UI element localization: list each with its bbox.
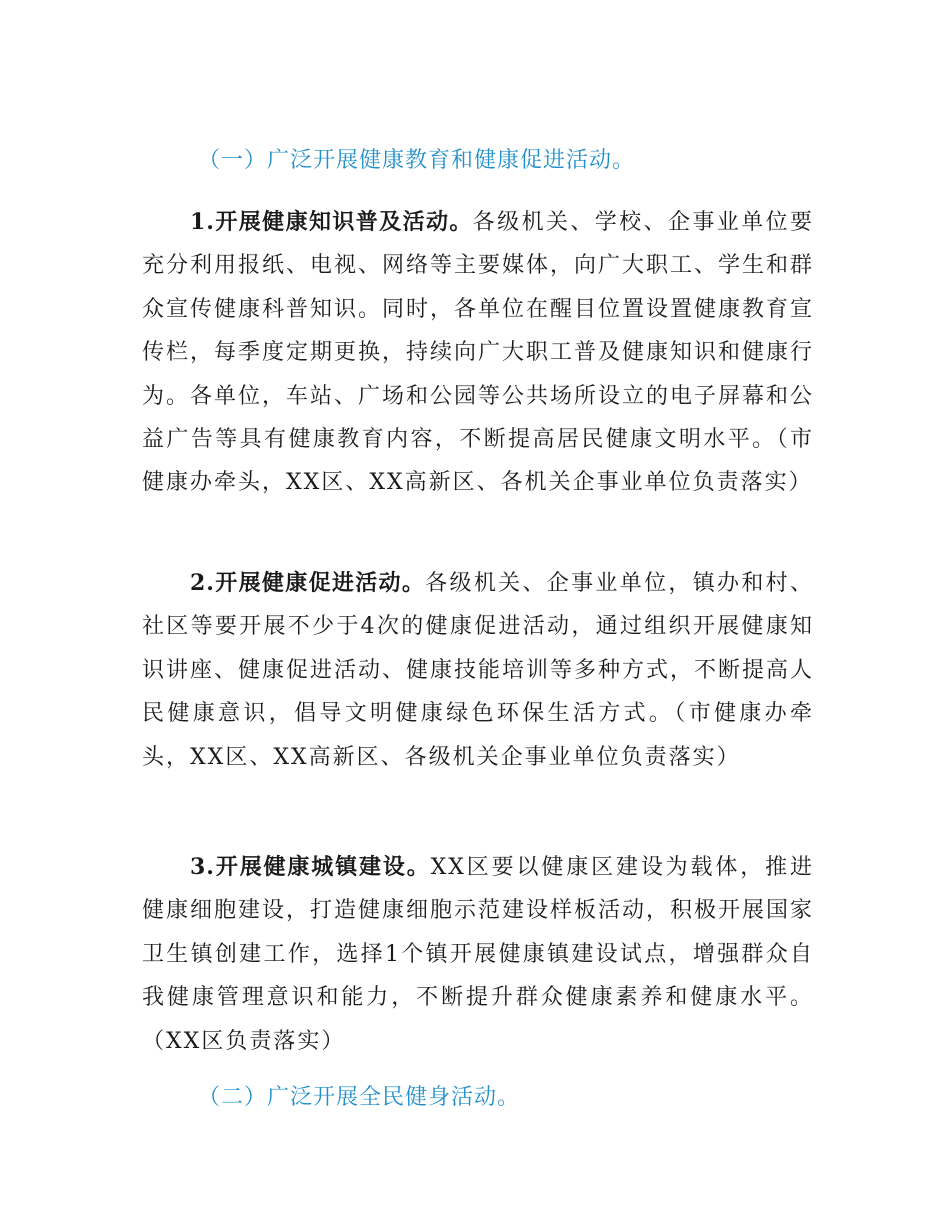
paragraph-1-lead: 1.开展健康知识普及活动。 (190, 209, 473, 235)
paragraph-2 (142, 562, 814, 779)
paragraph-3-body: XX区要以健康区建设为载体，推进健康细胞建设，打造健康细胞示范建设样板活动，积极开展国家卫生镇创建工作，选择1个镇开展健康镇建设试点，增强群众自我健康管理意识和能力，不断提升群众健康素养和健康水平。（XX区负责落实） (142, 855, 815, 1054)
paragraph-1 (142, 201, 814, 505)
section-heading-1: （一）广泛开展健康教育和健康促进活动。 (198, 148, 636, 173)
paragraph-1-body: 各级机关、学校、企事业单位要充分利用报纸、电视、网络等主要媒体，向广大职工、学生和群众宣传健康科普知识。同时，各单位在醒目位置设置健康教育宣传栏，每季度定期更换，持续向广大职工普及健康知识和健康行为。各单位，车站、广场和公园等公共场所设立的电子屏幕和公益广告等具有健康教育内容，不断提高居民健康文明水平。（市健康办牵头，XX区、XX高新区、各机关企事业单位负责落实） (142, 210, 815, 496)
paragraph-2-lead: 2.开展健康促进活动。 (190, 570, 426, 596)
section-heading-2: （二）广泛开展全民健身活动。 (198, 1085, 521, 1110)
paragraph-3-lead: 3.开展健康城镇建设。 (190, 854, 431, 880)
paragraph-2-body: 各级机关、企事业单位，镇办和村、社区等要开展不少于4次的健康促进活动，通过组织开展健康知识讲座、健康促进活动、健康技能培训等多种方式，不断提高人民健康意识，倡导文明健康绿色环保生活方式。（市健康办牵头，XX区、XX高新区、各级机关企事业单位负责落实） (142, 571, 815, 770)
paragraph-3 (142, 846, 814, 1063)
